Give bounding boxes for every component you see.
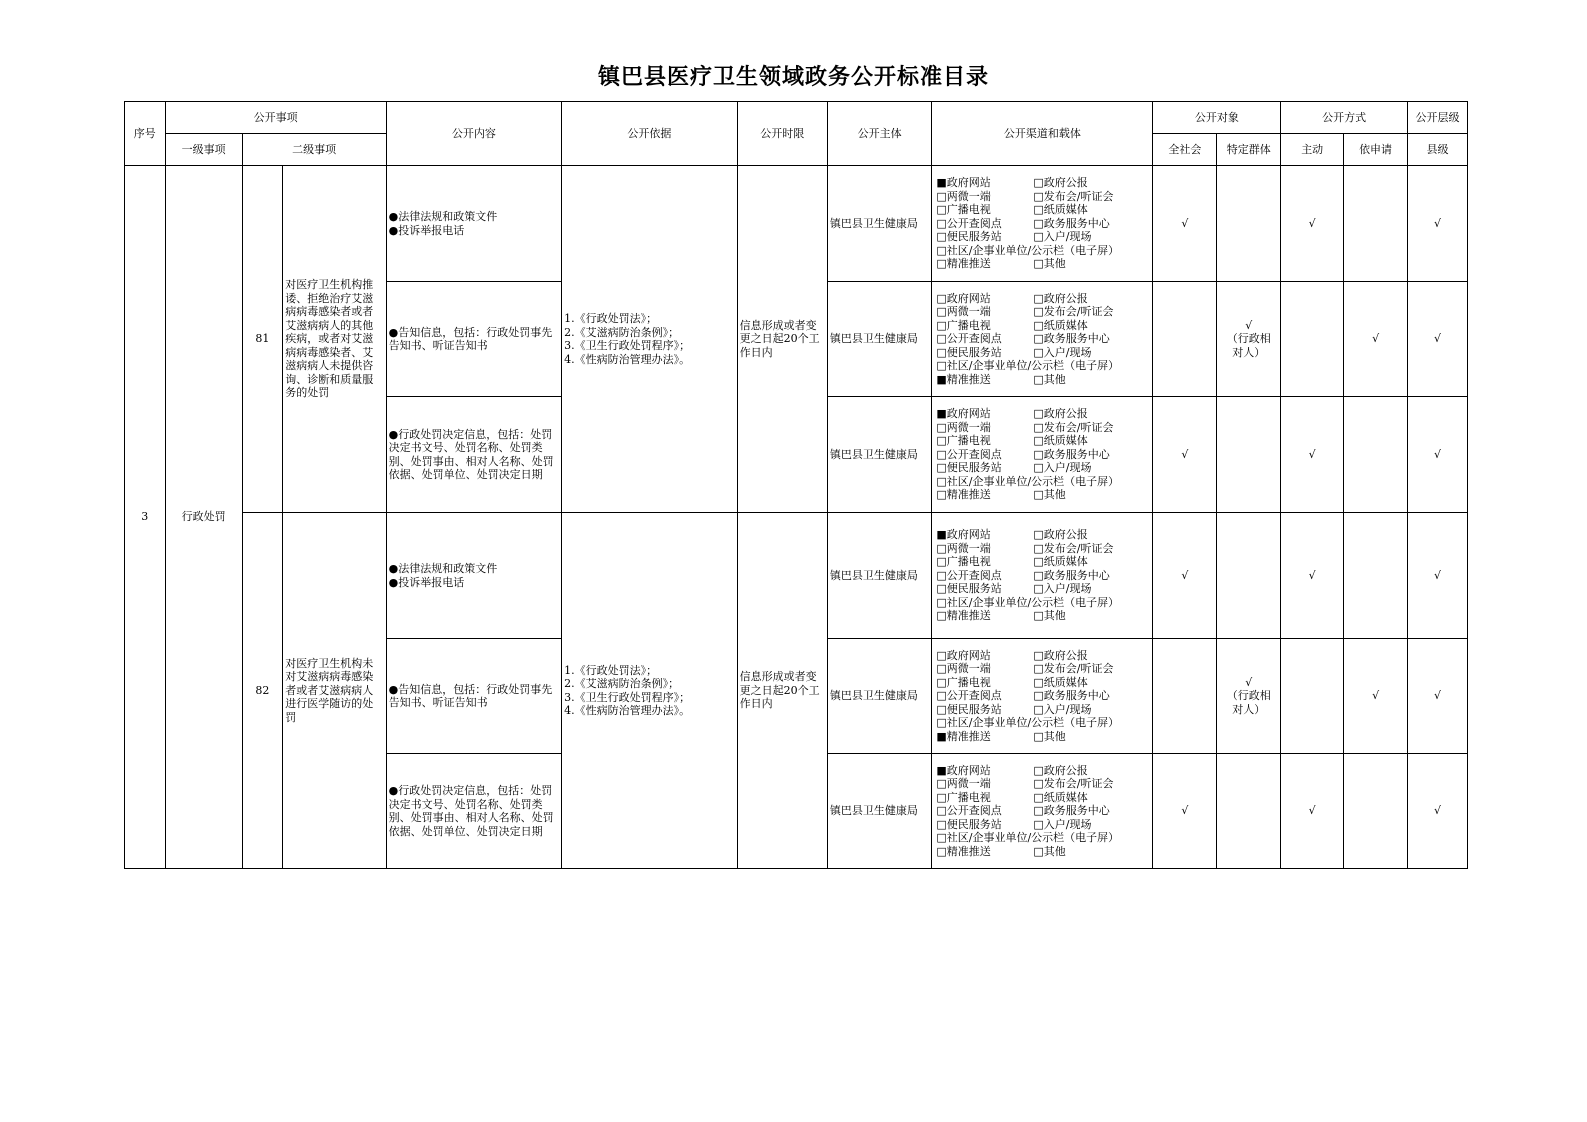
channel-option: □便民服务站 [936,702,1002,716]
mode-request-cell: √ [1344,282,1408,397]
channel-option: □便民服务站 [936,461,1002,475]
channel-option: □公开查阅点 [936,804,1002,818]
channels-cell [932,282,1153,397]
channel-option: □入户/现场 [1033,702,1092,716]
channel-option: □发布会/听证会 [1033,305,1114,319]
mode-active-cell: √ [1281,754,1344,869]
channel-option: □政务服务中心 [1033,804,1110,818]
channel-option: □发布会/听证会 [1033,420,1114,434]
channel-option: □纸质媒体 [1033,318,1088,332]
channel-option: □政府网站 [936,648,991,662]
channel-option: □政府公报 [1033,291,1088,305]
header-row-1 [125,102,1468,134]
channel-option: □社区/企事业单位/公示栏（电子屏） [936,595,1120,609]
channel-option: □纸质媒体 [1033,434,1088,448]
channel-option [1033,596,1150,610]
subject-cell: 镇巴县卫生健康局 [827,397,931,513]
audience-specific-cell [1217,397,1281,513]
channel-option: □发布会/听证会 [1033,662,1114,676]
header-audience: 公开对象 [1153,102,1281,134]
channel-option: □两微一端 [936,305,991,319]
audience-all-cell [1153,282,1217,397]
channel-option: □精准推送 [936,844,991,858]
channel-option: ■政府网站 [936,763,991,777]
channel-option: □政务服务中心 [1033,568,1110,582]
audience-all-cell: √ [1153,166,1217,282]
header-mode-request: 依申请 [1344,134,1408,166]
channel-option: □政务服务中心 [1033,216,1110,230]
table-row [125,166,1468,282]
channel-option: □发布会/听证会 [1033,189,1114,203]
header-channels: 公开渠道和载体 [932,102,1153,166]
tier-county-cell: √ [1408,754,1468,869]
tier-county-cell: √ [1408,282,1468,397]
audience-specific-cell [1217,754,1281,869]
subject-cell: 镇巴县卫生健康局 [827,282,931,397]
channel-option: □精准推送 [936,488,991,502]
subject-cell: 镇巴县卫生健康局 [827,754,931,869]
document-title: 镇巴县医疗卫生领域政务公开标准目录 [597,64,989,90]
audience-specific-cell: √ （行政相 对人） [1217,639,1281,754]
audience-specific-cell: √ （行政相 对人） [1217,282,1281,397]
channel-option: ■精准推送 [936,729,991,743]
channel-option: □社区/企事业单位/公示栏（电子屏） [936,831,1120,845]
channel-option: □广播电视 [936,790,991,804]
channel-option: □广播电视 [936,318,991,332]
channels-cell [932,639,1153,754]
channel-option [1033,244,1150,258]
table-row [125,513,1468,639]
content-cell: ●告知信息，包括：行政处罚事先告知书、听证告知书 [386,639,561,754]
channel-option: □政府公报 [1033,648,1088,662]
channel-option: □发布会/听证会 [1033,541,1114,555]
mode-active-cell: √ [1281,513,1344,639]
channel-option: □其他 [1033,609,1066,623]
channel-option: □其他 [1033,488,1066,502]
channel-option: □社区/企事业单位/公示栏（电子屏） [936,359,1120,373]
channels-cell [932,754,1153,869]
content-cell: ●告知信息，包括：行政处罚事先告知书、听证告知书 [386,282,561,397]
time-limit-cell: 信息形成或者变更之日起20个工作日内 [737,166,827,513]
header-subject: 公开主体 [827,102,931,166]
basis-cell: 1.《行政处罚法》； 2.《艾滋病防治条例》； 3.《卫生行政处罚程序》； 4.《性病防治管理办法》。 [562,513,737,869]
channel-option: □广播电视 [936,555,991,569]
channel-option: □精准推送 [936,609,991,623]
mode-active-cell: √ [1281,166,1344,282]
audience-all-cell [1153,639,1217,754]
channel-option: □社区/企事业单位/公示栏（电子屏） [936,243,1120,257]
header-level1: 一级事项 [165,134,242,166]
channel-option: ■精准推送 [936,372,991,386]
channel-option: □公开查阅点 [936,568,1002,582]
tier-county-cell: √ [1408,639,1468,754]
channel-option: □纸质媒体 [1033,675,1088,689]
channel-option: □两微一端 [936,777,991,791]
channels-cell [932,397,1153,513]
header-audience-all: 全社会 [1153,134,1217,166]
channel-option: □便民服务站 [936,230,1002,244]
channel-option: □公开查阅点 [936,447,1002,461]
header-content: 公开内容 [386,102,561,166]
channel-option [1033,831,1150,845]
channel-list [934,764,1150,859]
subject-cell: 镇巴县卫生健康局 [827,166,931,282]
channel-option: □纸质媒体 [1033,790,1088,804]
channel-option: □纸质媒体 [1033,555,1088,569]
item-number: 81 [242,166,283,513]
channel-option: □便民服务站 [936,582,1002,596]
channel-option: □广播电视 [936,675,991,689]
channel-option: □其他 [1033,372,1066,386]
tier-county-cell: √ [1408,166,1468,282]
header-mode-active: 主动 [1281,134,1344,166]
channel-list [934,528,1150,623]
channel-option: □便民服务站 [936,345,1002,359]
channel-option: □公开查阅点 [936,216,1002,230]
channel-option: □政府公报 [1033,407,1088,421]
channel-option [1033,359,1150,373]
channel-option: □广播电视 [936,203,991,217]
channel-option: □两微一端 [936,420,991,434]
channel-option: □入户/现场 [1033,345,1092,359]
channel-option: □入户/现场 [1033,817,1092,831]
channel-option: □政务服务中心 [1033,689,1110,703]
mode-request-cell [1344,166,1408,282]
channel-option: □其他 [1033,729,1066,743]
channel-option: □政府公报 [1033,528,1088,542]
channel-option [1033,716,1150,730]
channel-option: □发布会/听证会 [1033,777,1114,791]
channel-option: □其他 [1033,844,1066,858]
channel-option: □入户/现场 [1033,461,1092,475]
channel-option: □便民服务站 [936,817,1002,831]
channels-cell [932,166,1153,282]
header-tier: 公开层级 [1408,102,1468,134]
subject-cell: 镇巴县卫生健康局 [827,513,931,639]
channel-option: □两微一端 [936,189,991,203]
audience-specific-cell [1217,513,1281,639]
channels-cell [932,513,1153,639]
channel-option: □广播电视 [936,434,991,448]
channel-option [1033,475,1150,489]
channel-option: □两微一端 [936,541,991,555]
content-cell: ●行政处罚决定信息，包括：处罚决定书文号、处罚名称、处罚类别、处罚事由、相对人名称、处罚依据、处罚单位、处罚决定日期 [386,397,561,513]
mode-request-cell [1344,513,1408,639]
channel-option: □精准推送 [936,257,991,271]
header-basis: 公开依据 [562,102,737,166]
audience-all-cell: √ [1153,397,1217,513]
subject-cell: 镇巴县卫生健康局 [827,639,931,754]
channel-list [934,292,1150,387]
header-audience-specific: 特定群体 [1217,134,1281,166]
tier-county-cell: √ [1408,397,1468,513]
channel-option: □政务服务中心 [1033,332,1110,346]
channel-option: □公开查阅点 [936,332,1002,346]
channel-option: □纸质媒体 [1033,203,1088,217]
channel-option: □政务服务中心 [1033,447,1110,461]
mode-active-cell: √ [1281,397,1344,513]
audience-specific-cell [1217,166,1281,282]
mode-active-cell [1281,282,1344,397]
content-cell: ●法律法规和政策文件 ●投诉举报电话 [386,166,561,282]
header-level2: 二级事项 [242,134,386,166]
channel-option: □社区/企事业单位/公示栏（电子屏） [936,716,1120,730]
channel-option: □政府公报 [1033,763,1088,777]
item-number: 82 [242,513,283,869]
channel-option: □两微一端 [936,662,991,676]
catalog-table [124,101,1468,869]
item-name: 对医疗卫生机构未对艾滋病病毒感染者或者艾滋病病人进行医学随访的处罚 [283,513,386,869]
channel-option: □社区/企事业单位/公示栏（电子屏） [936,474,1120,488]
mode-active-cell [1281,639,1344,754]
header-tier-county: 县级 [1408,134,1468,166]
audience-all-cell: √ [1153,754,1217,869]
header-items: 公开事项 [165,102,386,134]
channel-list [934,176,1150,271]
channel-list [934,407,1150,502]
channel-option: □政府公报 [1033,176,1088,190]
channel-option: □公开查阅点 [936,689,1002,703]
header-time-limit: 公开时限 [737,102,827,166]
header-seq: 序号 [125,102,166,166]
mode-request-cell: √ [1344,639,1408,754]
content-cell: ●行政处罚决定信息，包括：处罚决定书文号、处罚名称、处罚类别、处罚事由、相对人名称、处罚依据、处罚单位、处罚决定日期 [386,754,561,869]
channel-list [934,649,1150,744]
basis-cell: 1.《行政处罚法》； 2.《艾滋病防治条例》； 3.《卫生行政处罚程序》； 4.《性病防治管理办法》。 [562,166,737,513]
group-level1: 行政处罚 [165,166,242,869]
channel-option: ■政府网站 [936,528,991,542]
channel-option: □入户/现场 [1033,582,1092,596]
tier-county-cell: √ [1408,513,1468,639]
channel-option: ■政府网站 [936,407,991,421]
item-name: 对医疗卫生机构推诿、拒绝治疗艾滋病病毒感染者或者艾滋病病人的其他疾病，或者对艾滋病病毒感染者、艾滋病病人未提供咨询、诊断和质量服务的处罚 [283,166,386,513]
mode-request-cell [1344,754,1408,869]
channel-option: □其他 [1033,257,1066,271]
group-seq: 3 [125,166,166,869]
audience-all-cell: √ [1153,513,1217,639]
channel-option: ■政府网站 [936,176,991,190]
time-limit-cell: 信息形成或者变更之日起20个工作日内 [737,513,827,869]
channel-option: □政府网站 [936,291,991,305]
header-mode: 公开方式 [1281,102,1408,134]
content-cell: ●法律法规和政策文件 ●投诉举报电话 [386,513,561,639]
channel-option: □入户/现场 [1033,230,1092,244]
mode-request-cell [1344,397,1408,513]
